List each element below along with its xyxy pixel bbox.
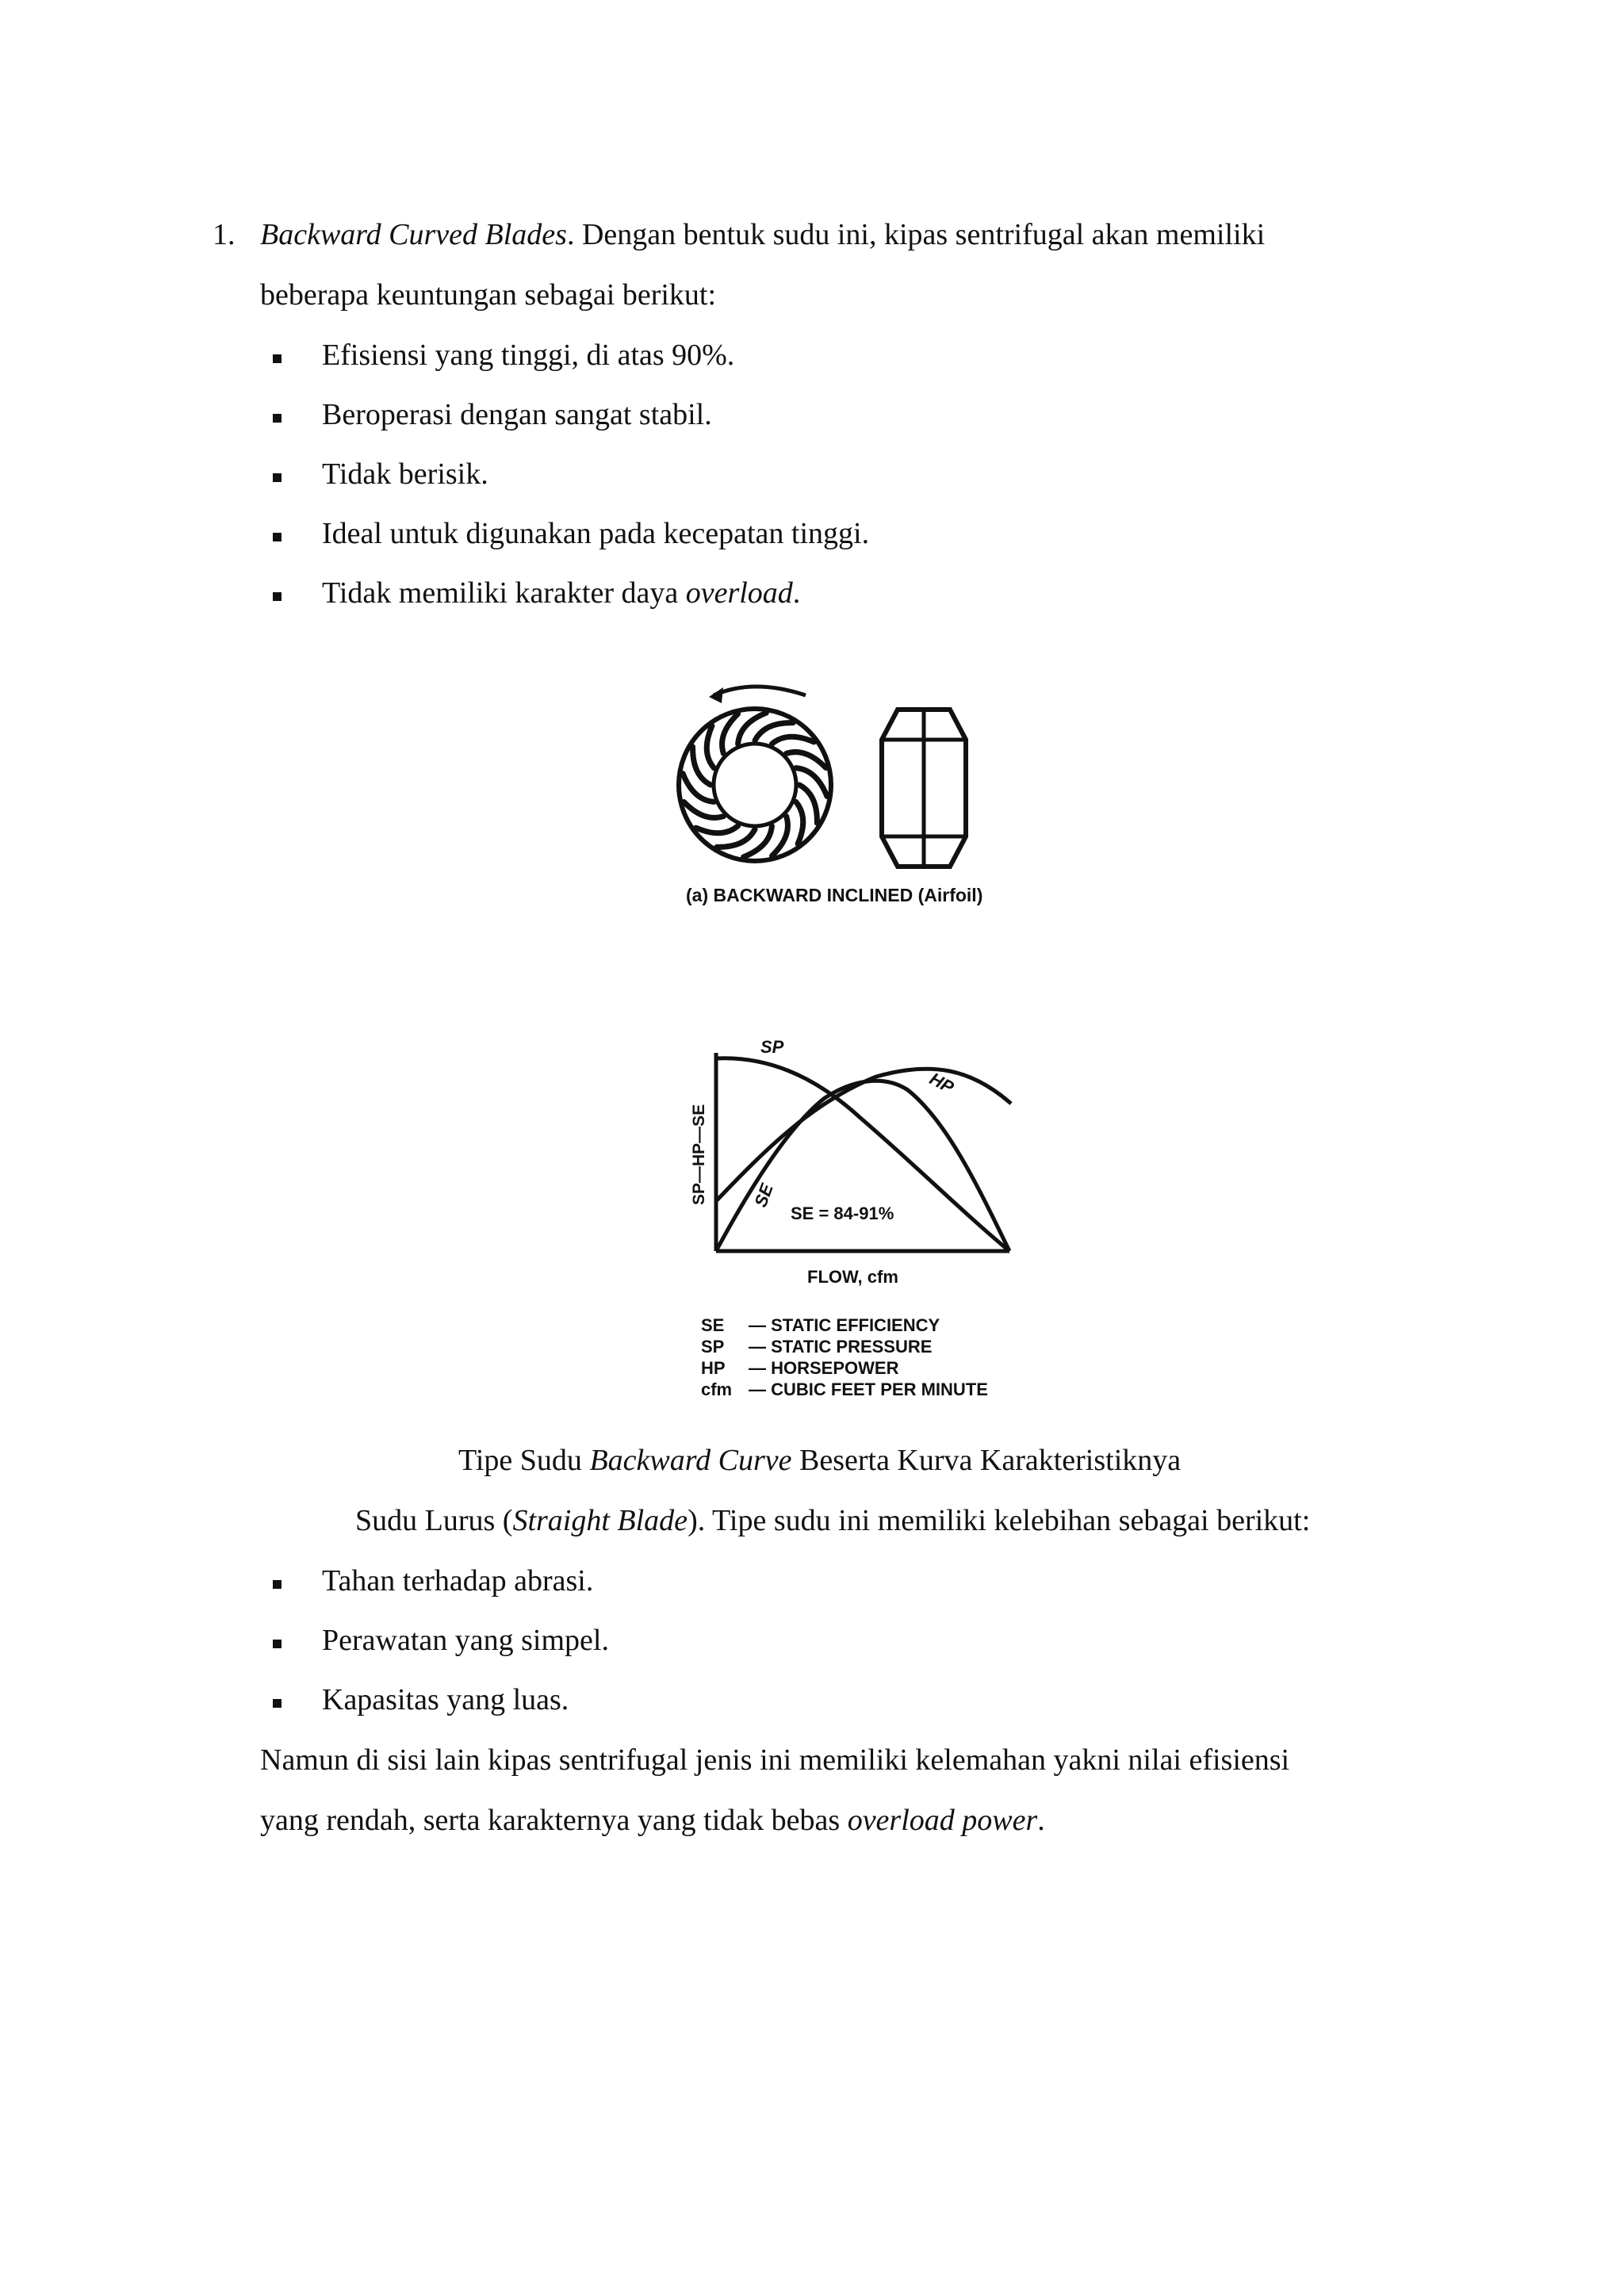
impeller-blade [707,726,714,768]
bullet-5-text: Tidak memiliki karakter daya [322,576,686,610]
annotation-se-range: SE = 84-91% [791,1203,894,1223]
section2-intro-italic: Straight Blade [512,1504,688,1537]
section1-bullet-5 [322,574,800,612]
section1-bullet-3: Tidak berisik. [322,457,488,491]
section1-intro-line2: beberapa keuntungan sebagai berikut: [260,278,717,312]
bullet-marker [273,414,282,423]
legend-abbr-sp: SP [701,1337,725,1357]
impeller-blades [683,713,827,857]
legend-abbr-cfm: cfm [701,1380,733,1399]
closing-line2-italic: overload power [847,1804,1038,1837]
bullet-marker [273,1640,282,1648]
section1-intro-rest: . Dengan bentuk sudu ini, kipas sentrifugal akan memiliki [566,218,1266,251]
impeller-blade [696,826,738,833]
section2-intro [355,1502,1310,1540]
legend-abbr-hp: HP [701,1358,726,1378]
list-number: 1. [213,218,236,251]
section2-bullet-2: Perawatan yang simpel. [322,1624,609,1657]
section2-intro-pre: Sudu Lurus ( [355,1504,513,1537]
bullet-marker [273,533,282,541]
legend-desc-cfm: — CUBIC FEET PER MINUTE [749,1380,988,1399]
section1-bullet-4: Ideal untuk digunakan pada kecepatan tinggi. [322,517,870,550]
section1-title: Backward Curved Blades [260,218,567,251]
characteristic-chart [678,1031,1122,1292]
y-axis-label: SP—HP—SE [690,1104,708,1205]
section1-bullet-1: Efisiensi yang tinggi, di atas 90%. [322,339,735,372]
bullet-marker [273,473,282,482]
closing-line2-post: . [1037,1804,1045,1837]
section2-intro-post: ). Tipe sudu ini memiliki kelebihan sebagai berikut: [688,1504,1311,1537]
impeller-inner-ring [714,744,796,826]
bullet-marker [273,1699,282,1708]
x-axis-label: FLOW, cfm [807,1267,898,1287]
impeller-figure [666,678,1221,932]
impeller-caption: (a) BACKWARD INCLINED (Airfoil) [686,885,983,905]
series-line-hp [716,1069,1011,1201]
rotation-arrow [714,687,806,695]
impeller-outer-ring [679,709,831,861]
figure-caption [458,1441,1181,1479]
series-label-sp: SP [760,1037,784,1057]
legend-desc-hp: — HORSEPOWER [749,1358,899,1378]
bullet-5-italic: overload [685,576,793,610]
closing-line2-pre: yang rendah, serta karakternya yang tidak bebas [260,1804,848,1837]
bullet-marker [273,1580,282,1589]
closing-line2 [260,1801,1045,1839]
bullet-5-suffix: . [792,576,801,610]
impeller-blade [796,802,803,844]
impeller-blade [772,737,814,744]
caption-italic: Backward Curve [589,1444,792,1477]
legend-desc-sp: — STATIC PRESSURE [749,1337,933,1357]
section2-bullet-3: Kapasitas yang luas. [322,1683,569,1716]
caption-post: Beserta Kurva Karakteristiknya [791,1444,1182,1477]
series-label-hp: HP [926,1068,958,1098]
bullet-marker [273,354,282,363]
rotation-arrowhead [709,687,723,703]
section1-intro-line1 [260,216,1265,254]
legend-abbr-se: SE [701,1315,725,1335]
caption-pre: Tipe Sudu [458,1444,590,1477]
legend-desc-se: — STATIC EFFICIENCY [749,1315,940,1335]
chart-legend [698,1312,1047,1407]
bullet-marker [273,592,282,601]
series-line-se [716,1081,1009,1251]
series-label-se: SE [750,1181,777,1210]
closing-line1: Namun di sisi lain kipas sentrifugal jenis ini memiliki kelemahan yakni nilai efisiensi [260,1743,1290,1777]
section2-bullet-1: Tahan terhadap abrasi. [322,1564,594,1598]
section1-bullet-2: Beroperasi dengan sangat stabil. [322,398,712,431]
